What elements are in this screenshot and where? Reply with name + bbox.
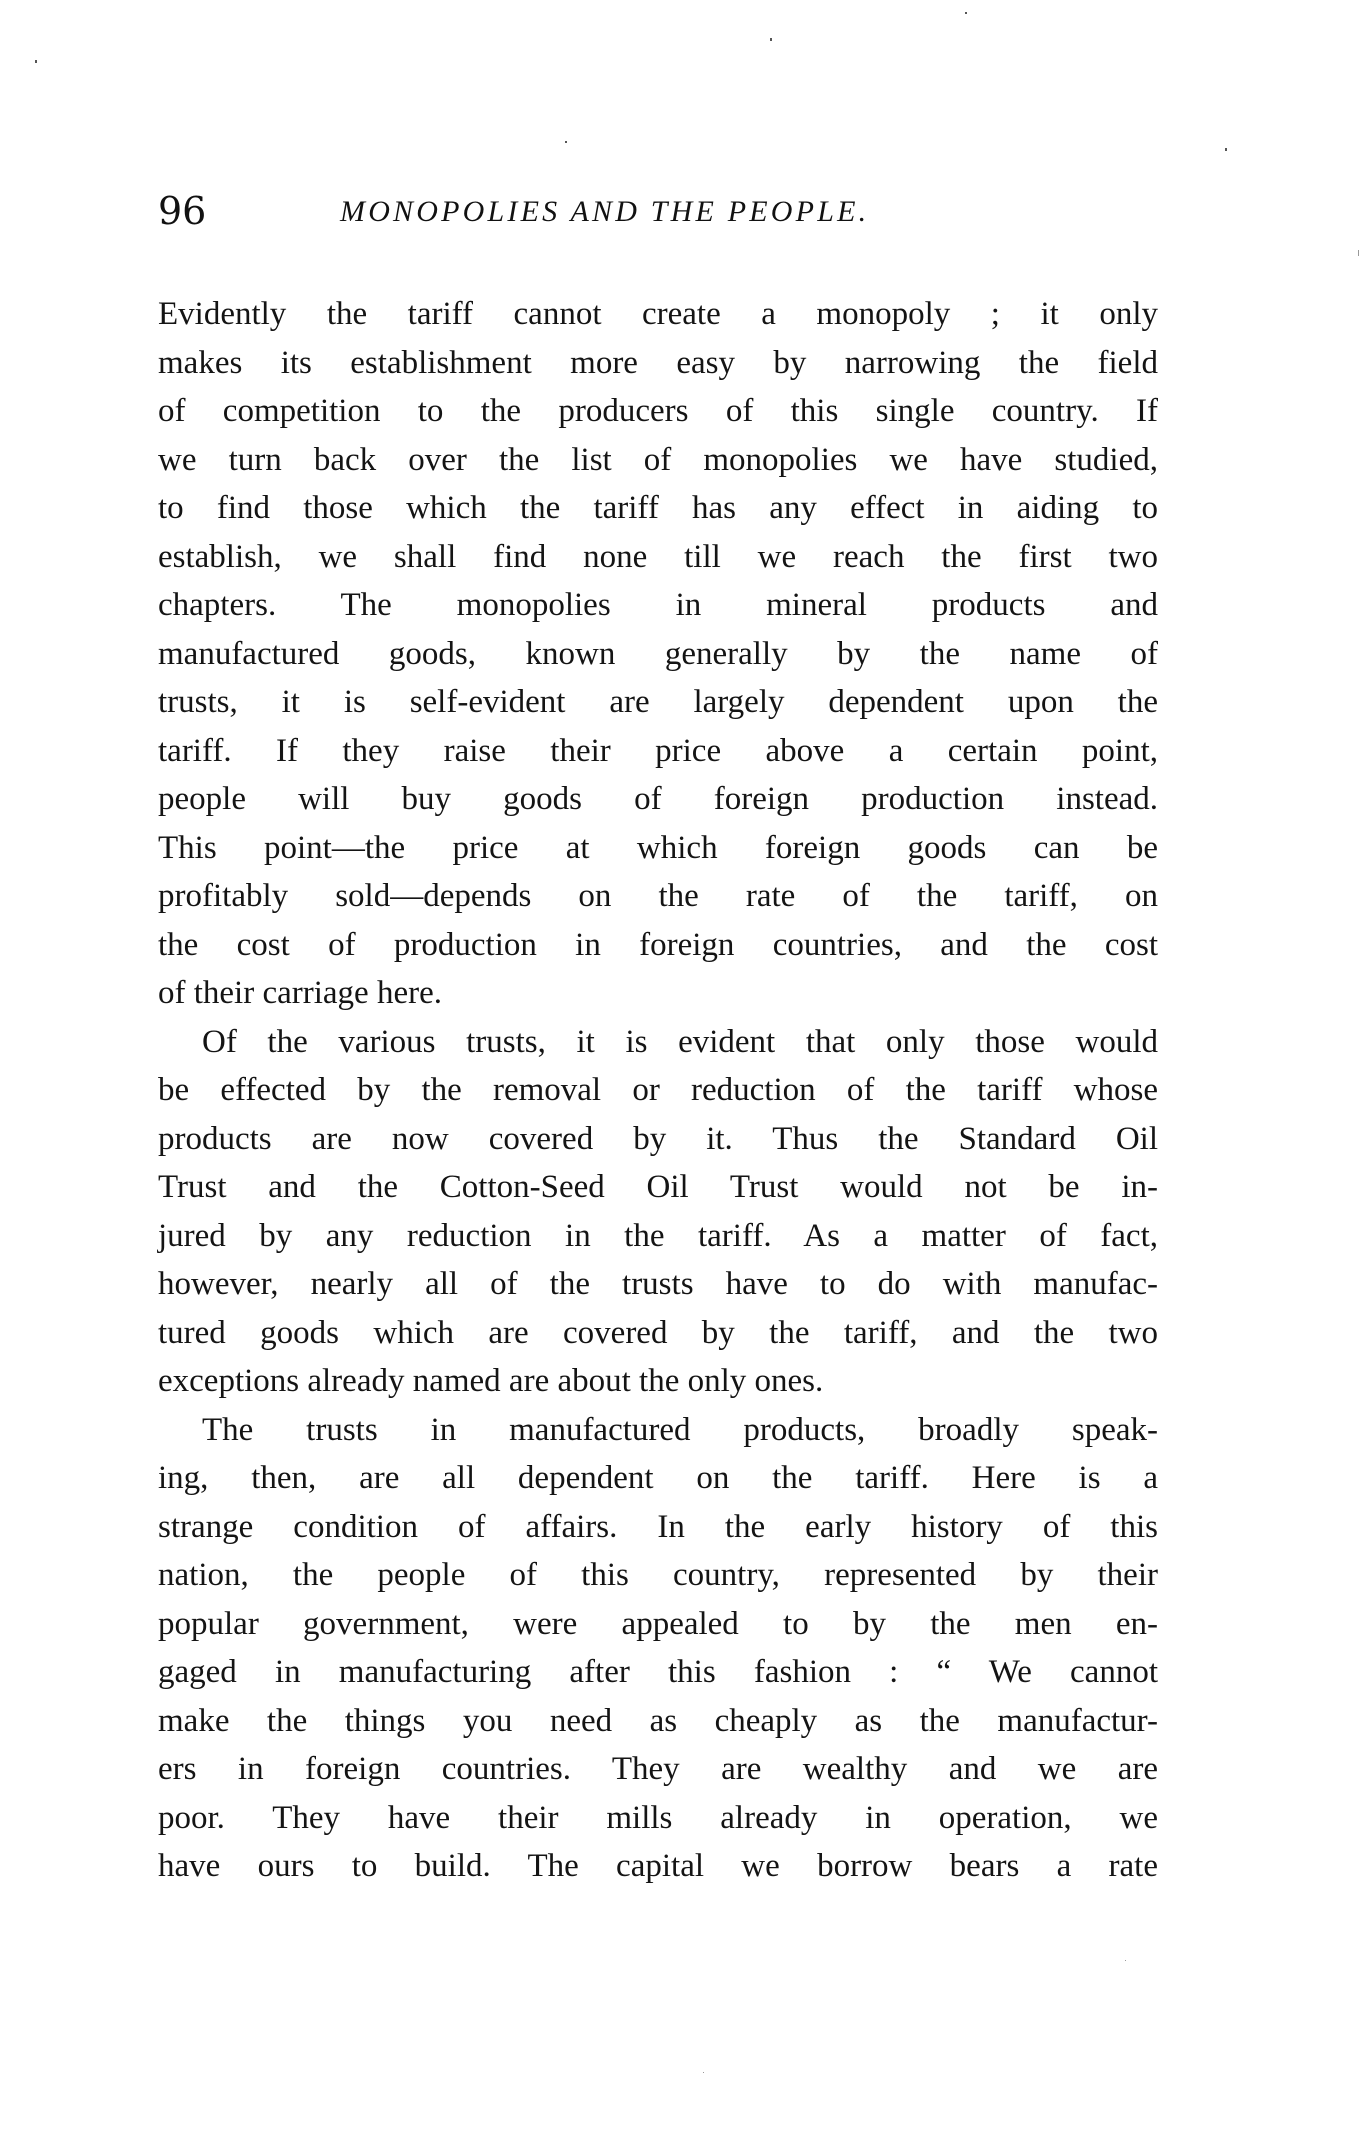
text-line: to find those which the tariff has any effect in aiding to xyxy=(158,490,1158,526)
text-line: This point—the price at which foreign goods can be xyxy=(158,829,1158,866)
text-line: ing, then, are all dependent on the tariff. Here is a xyxy=(158,1460,1158,1496)
text-line: nation, the people of this country, represented by their xyxy=(158,1557,1158,1593)
text-line: ers in foreign countries. They are wealthy and we are xyxy=(158,1751,1158,1787)
running-head-title: MONOPOLIES AND THE PEOPLE. xyxy=(340,195,870,228)
text-line: be effected by the removal or reduction of the tariff whose xyxy=(158,1072,1158,1108)
scan-speck xyxy=(703,2072,704,2073)
text-line: make the things you need as cheaply as the manufactur- xyxy=(158,1702,1158,1739)
text-line: have ours to build. The capital we borrow bears a rate xyxy=(158,1848,1158,1884)
text-line-paragraph-end: exceptions already named are about the only ones. xyxy=(158,1363,824,1399)
scan-speck xyxy=(965,12,967,14)
text-line: Evidently the tariff cannot create a monopoly ; it only xyxy=(158,296,1158,332)
scan-speck xyxy=(565,141,567,143)
scan-speck xyxy=(1358,250,1359,256)
page-number: 96 xyxy=(158,189,207,233)
scan-speck xyxy=(1125,1960,1126,1961)
text-line: chapters. The monopolies in mineral products and xyxy=(158,587,1158,623)
scan-speck xyxy=(770,38,772,41)
text-line: poor. They have their mills already in operation, we xyxy=(158,1799,1158,1836)
scan-speck xyxy=(35,60,37,63)
text-line: of competition to the producers of this single country. If xyxy=(158,393,1158,429)
body-text xyxy=(158,290,1158,1891)
text-line-paragraph-start: Of the various trusts, it is evident that only those would xyxy=(202,1023,1158,1060)
text-line: gaged in manufacturing after this fashion : “ We cannot xyxy=(158,1654,1158,1690)
text-line: manufactured goods, known generally by the name of xyxy=(158,635,1158,672)
text-line: products are now covered by it. Thus the Standard Oil xyxy=(158,1120,1158,1157)
text-line: people will buy goods of foreign production instead. xyxy=(158,781,1158,817)
text-line: popular government, were appealed to by the men en- xyxy=(158,1605,1158,1642)
running-head xyxy=(158,186,1158,236)
scan-speck xyxy=(1225,148,1227,151)
text-line: we turn back over the list of monopolies we have studied, xyxy=(158,441,1158,478)
text-line: the cost of production in foreign countries, and the cost xyxy=(158,926,1158,963)
text-line: Trust and the Cotton-Seed Oil Trust would not be in- xyxy=(158,1169,1158,1205)
text-line: tariff. If they raise their price above a certain point, xyxy=(158,732,1158,769)
text-line-paragraph-start: The trusts in manufactured products, broadly speak- xyxy=(202,1411,1158,1448)
text-line: profitably sold—depends on the rate of the tariff, on xyxy=(158,878,1158,914)
text-line: tured goods which are covered by the tariff, and the two xyxy=(158,1314,1158,1351)
text-line: however, nearly all of the trusts have to do with manufac- xyxy=(158,1266,1158,1302)
text-line: trusts, it is self-evident are largely dependent upon the xyxy=(158,684,1158,720)
text-line: establish, we shall find none till we reach the first two xyxy=(158,538,1158,575)
text-line: makes its establishment more easy by narrowing the field xyxy=(158,344,1158,381)
text-line: jured by any reduction in the tariff. As a matter of fact, xyxy=(158,1217,1158,1254)
text-line-paragraph-end: of their carriage here. xyxy=(158,975,442,1011)
text-line: strange condition of affairs. In the early history of this xyxy=(158,1508,1158,1545)
